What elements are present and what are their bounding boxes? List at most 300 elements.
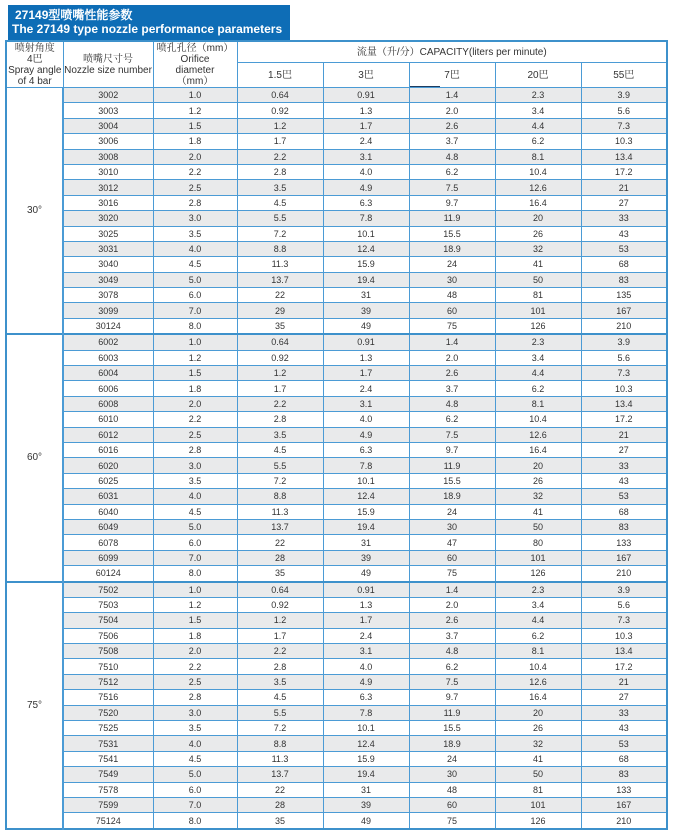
capacity-cell: 20 bbox=[495, 458, 581, 473]
nozzle-size-cell: 7510 bbox=[63, 659, 153, 674]
capacity-cell: 126 bbox=[495, 566, 581, 582]
nozzle-size-cell: 7541 bbox=[63, 751, 153, 766]
capacity-cell: 7.5 bbox=[409, 674, 495, 689]
capacity-cell: 7.3 bbox=[581, 118, 667, 133]
capacity-cell: 5.6 bbox=[581, 597, 667, 612]
capacity-cell: 10.1 bbox=[323, 226, 409, 241]
capacity-cell: 5.6 bbox=[581, 103, 667, 118]
capacity-cell: 3.4 bbox=[495, 103, 581, 118]
nozzle-size-cell: 3003 bbox=[63, 103, 153, 118]
capacity-cell: 32 bbox=[495, 736, 581, 751]
capacity-cell: 2.3 bbox=[495, 582, 581, 598]
capacity-cell: 4.4 bbox=[495, 366, 581, 381]
table-row bbox=[6, 767, 667, 782]
capacity-cell: 50 bbox=[495, 272, 581, 287]
orifice-diameter-cell: 4.0 bbox=[153, 241, 237, 256]
title-chinese: 27149型喷嘴性能参数 bbox=[15, 8, 133, 22]
capacity-cell: 2.6 bbox=[409, 613, 495, 628]
capacity-cell: 6.2 bbox=[495, 628, 581, 643]
capacity-cell: 2.0 bbox=[409, 597, 495, 612]
capacity-cell: 19.4 bbox=[323, 272, 409, 287]
capacity-cell: 60 bbox=[409, 550, 495, 565]
capacity-cell: 1.2 bbox=[237, 613, 323, 628]
capacity-cell: 6.2 bbox=[409, 164, 495, 179]
capacity-cell: 135 bbox=[581, 288, 667, 303]
nozzle-size-cell: 3025 bbox=[63, 226, 153, 241]
capacity-cell: 0.92 bbox=[237, 350, 323, 365]
table-row bbox=[6, 597, 667, 612]
capacity-cell: 83 bbox=[581, 272, 667, 287]
capacity-cell: 9.7 bbox=[409, 195, 495, 210]
capacity-cell: 26 bbox=[495, 226, 581, 241]
table-row bbox=[6, 381, 667, 396]
table-row bbox=[6, 458, 667, 473]
capacity-cell: 31 bbox=[323, 288, 409, 303]
capacity-cell: 210 bbox=[581, 318, 667, 334]
capacity-cell: 3.4 bbox=[495, 597, 581, 612]
capacity-cell: 0.64 bbox=[237, 582, 323, 598]
nozzle-size-cell: 3031 bbox=[63, 241, 153, 256]
orifice-diameter-cell: 2.0 bbox=[153, 396, 237, 411]
nozzle-size-cell: 7506 bbox=[63, 628, 153, 643]
nozzle-size-cell: 6006 bbox=[63, 381, 153, 396]
capacity-cell: 9.7 bbox=[409, 690, 495, 705]
table-row bbox=[6, 180, 667, 195]
table-row bbox=[6, 797, 667, 812]
capacity-cell: 22 bbox=[237, 288, 323, 303]
capacity-cell: 6.3 bbox=[323, 195, 409, 210]
capacity-cell: 5.5 bbox=[237, 211, 323, 226]
nozzle-size-cell: 3004 bbox=[63, 118, 153, 133]
nozzle-size-cell: 3008 bbox=[63, 149, 153, 164]
table-row bbox=[6, 535, 667, 550]
capacity-cell: 3.9 bbox=[581, 88, 667, 103]
nozzle-size-cell: 6003 bbox=[63, 350, 153, 365]
capacity-cell: 12.6 bbox=[495, 180, 581, 195]
capacity-cell: 60 bbox=[409, 303, 495, 318]
nozzle-size-cell: 7531 bbox=[63, 736, 153, 751]
header-pressure-1-5bar: 1.5巴 bbox=[237, 63, 323, 88]
orifice-diameter-cell: 6.0 bbox=[153, 782, 237, 797]
capacity-cell: 49 bbox=[323, 566, 409, 582]
capacity-cell: 21 bbox=[581, 674, 667, 689]
capacity-cell: 2.2 bbox=[237, 644, 323, 659]
capacity-cell: 48 bbox=[409, 288, 495, 303]
capacity-cell: 11.3 bbox=[237, 257, 323, 272]
capacity-cell: 53 bbox=[581, 241, 667, 256]
capacity-cell: 0.92 bbox=[237, 103, 323, 118]
capacity-cell: 43 bbox=[581, 226, 667, 241]
capacity-cell: 0.91 bbox=[323, 334, 409, 350]
capacity-cell: 0.91 bbox=[323, 582, 409, 598]
nozzle-size-cell: 3020 bbox=[63, 211, 153, 226]
capacity-cell: 5.5 bbox=[237, 705, 323, 720]
capacity-cell: 2.2 bbox=[237, 149, 323, 164]
capacity-cell: 19.4 bbox=[323, 767, 409, 782]
table-row bbox=[6, 303, 667, 318]
table-row bbox=[6, 504, 667, 519]
capacity-cell: 4.5 bbox=[237, 442, 323, 457]
capacity-cell: 7.5 bbox=[409, 427, 495, 442]
capacity-cell: 2.6 bbox=[409, 118, 495, 133]
orifice-diameter-cell: 3.0 bbox=[153, 458, 237, 473]
nozzle-size-cell: 6010 bbox=[63, 412, 153, 427]
capacity-cell: 8.1 bbox=[495, 149, 581, 164]
capacity-cell: 133 bbox=[581, 535, 667, 550]
capacity-cell: 16.4 bbox=[495, 690, 581, 705]
table-row bbox=[6, 782, 667, 797]
capacity-cell: 4.4 bbox=[495, 613, 581, 628]
table-row bbox=[6, 519, 667, 534]
capacity-cell: 41 bbox=[495, 504, 581, 519]
nozzle-size-cell: 6049 bbox=[63, 519, 153, 534]
capacity-cell: 2.4 bbox=[323, 628, 409, 643]
table-row bbox=[6, 164, 667, 179]
table-row bbox=[6, 334, 667, 350]
capacity-cell: 2.8 bbox=[237, 412, 323, 427]
capacity-cell: 81 bbox=[495, 288, 581, 303]
capacity-cell: 39 bbox=[323, 797, 409, 812]
table-row bbox=[6, 88, 667, 103]
capacity-cell: 22 bbox=[237, 782, 323, 797]
capacity-cell: 7.5 bbox=[409, 180, 495, 195]
capacity-cell: 6.2 bbox=[495, 134, 581, 149]
header-pressure-20bar: 20巴 bbox=[495, 63, 581, 88]
header-nozzle-size: 喷嘴尺寸号 Nozzle size number bbox=[63, 41, 153, 88]
orifice-diameter-cell: 1.2 bbox=[153, 103, 237, 118]
header-capacity: 流量（升/分）CAPACITY(liters per minute) bbox=[237, 41, 667, 63]
capacity-cell: 3.7 bbox=[409, 381, 495, 396]
capacity-cell: 2.0 bbox=[409, 103, 495, 118]
capacity-cell: 12.4 bbox=[323, 241, 409, 256]
header-orifice-diameter: 喷孔孔径（mm） Orifice diameter （mm） bbox=[153, 41, 237, 88]
spray-angle-cell: 30° bbox=[6, 88, 63, 335]
capacity-cell: 20 bbox=[495, 211, 581, 226]
capacity-cell: 68 bbox=[581, 504, 667, 519]
orifice-diameter-cell: 1.0 bbox=[153, 334, 237, 350]
table-row bbox=[6, 195, 667, 210]
nozzle-size-cell: 6012 bbox=[63, 427, 153, 442]
table-row bbox=[6, 226, 667, 241]
capacity-cell: 15.5 bbox=[409, 473, 495, 488]
capacity-cell: 12.6 bbox=[495, 427, 581, 442]
capacity-cell: 33 bbox=[581, 705, 667, 720]
capacity-cell: 4.9 bbox=[323, 427, 409, 442]
capacity-cell: 24 bbox=[409, 257, 495, 272]
capacity-cell: 83 bbox=[581, 767, 667, 782]
nozzle-size-cell: 7503 bbox=[63, 597, 153, 612]
capacity-cell: 210 bbox=[581, 813, 667, 829]
capacity-cell: 3.1 bbox=[323, 644, 409, 659]
orifice-diameter-cell: 2.5 bbox=[153, 427, 237, 442]
header-spray-angle: 喷射角度 4巴 Spray angle of 4 bar bbox=[6, 41, 63, 88]
capacity-cell: 68 bbox=[581, 751, 667, 766]
orifice-diameter-cell: 4.5 bbox=[153, 504, 237, 519]
capacity-cell: 10.4 bbox=[495, 659, 581, 674]
table-row bbox=[6, 288, 667, 303]
header-pressure-7bar: 7巴 bbox=[409, 63, 495, 88]
capacity-cell: 17.2 bbox=[581, 659, 667, 674]
nozzle-size-cell: 3016 bbox=[63, 195, 153, 210]
capacity-cell: 80 bbox=[495, 535, 581, 550]
capacity-cell: 2.4 bbox=[323, 381, 409, 396]
nozzle-size-cell: 6004 bbox=[63, 366, 153, 381]
table-row bbox=[6, 211, 667, 226]
title-english: The 27149 type nozzle performance parameters bbox=[12, 22, 283, 36]
capacity-cell: 3.7 bbox=[409, 134, 495, 149]
capacity-cell: 3.1 bbox=[323, 396, 409, 411]
capacity-cell: 4.8 bbox=[409, 396, 495, 411]
table-row bbox=[6, 721, 667, 736]
orifice-diameter-cell: 3.5 bbox=[153, 721, 237, 736]
capacity-cell: 21 bbox=[581, 427, 667, 442]
nozzle-performance-table bbox=[5, 40, 668, 830]
table-row bbox=[6, 396, 667, 411]
capacity-cell: 6.3 bbox=[323, 690, 409, 705]
capacity-cell: 35 bbox=[237, 813, 323, 829]
table-row bbox=[6, 674, 667, 689]
capacity-cell: 2.2 bbox=[237, 396, 323, 411]
capacity-cell: 26 bbox=[495, 473, 581, 488]
capacity-cell: 31 bbox=[323, 535, 409, 550]
capacity-cell: 2.6 bbox=[409, 366, 495, 381]
capacity-cell: 28 bbox=[237, 550, 323, 565]
capacity-cell: 15.5 bbox=[409, 721, 495, 736]
capacity-cell: 6.2 bbox=[409, 412, 495, 427]
orifice-diameter-cell: 1.5 bbox=[153, 366, 237, 381]
capacity-cell: 18.9 bbox=[409, 241, 495, 256]
capacity-cell: 0.92 bbox=[237, 597, 323, 612]
orifice-diameter-cell: 2.0 bbox=[153, 644, 237, 659]
capacity-cell: 2.0 bbox=[409, 350, 495, 365]
capacity-cell: 133 bbox=[581, 782, 667, 797]
capacity-cell: 8.8 bbox=[237, 736, 323, 751]
capacity-cell: 7.3 bbox=[581, 366, 667, 381]
table-row bbox=[6, 690, 667, 705]
orifice-diameter-cell: 4.0 bbox=[153, 736, 237, 751]
nozzle-size-cell: 3012 bbox=[63, 180, 153, 195]
nozzle-size-cell: 3099 bbox=[63, 303, 153, 318]
capacity-cell: 30 bbox=[409, 519, 495, 534]
capacity-cell: 15.9 bbox=[323, 751, 409, 766]
capacity-cell: 1.7 bbox=[323, 613, 409, 628]
capacity-cell: 13.7 bbox=[237, 519, 323, 534]
capacity-cell: 4.8 bbox=[409, 644, 495, 659]
capacity-cell: 12.4 bbox=[323, 489, 409, 504]
orifice-diameter-cell: 1.5 bbox=[153, 118, 237, 133]
orifice-diameter-cell: 2.2 bbox=[153, 659, 237, 674]
capacity-cell: 4.5 bbox=[237, 195, 323, 210]
dark-underline-artifact bbox=[410, 86, 440, 88]
table-row bbox=[6, 628, 667, 643]
header-pressure-3bar: 3巴 bbox=[323, 63, 409, 88]
capacity-cell: 1.4 bbox=[409, 88, 495, 103]
nozzle-size-cell: 6025 bbox=[63, 473, 153, 488]
orifice-diameter-cell: 2.0 bbox=[153, 149, 237, 164]
capacity-cell: 1.7 bbox=[237, 134, 323, 149]
header-row-1 bbox=[6, 41, 667, 63]
table-row bbox=[6, 813, 667, 829]
nozzle-size-cell: 3040 bbox=[63, 257, 153, 272]
capacity-cell: 2.3 bbox=[495, 334, 581, 350]
nozzle-size-cell: 30124 bbox=[63, 318, 153, 334]
nozzle-size-cell: 3002 bbox=[63, 88, 153, 103]
nozzle-size-cell: 6078 bbox=[63, 535, 153, 550]
capacity-cell: 24 bbox=[409, 751, 495, 766]
orifice-diameter-cell: 2.2 bbox=[153, 412, 237, 427]
capacity-cell: 8.8 bbox=[237, 489, 323, 504]
capacity-cell: 1.3 bbox=[323, 597, 409, 612]
capacity-cell: 18.9 bbox=[409, 489, 495, 504]
capacity-cell: 10.3 bbox=[581, 381, 667, 396]
capacity-cell: 50 bbox=[495, 767, 581, 782]
capacity-cell: 3.5 bbox=[237, 180, 323, 195]
capacity-cell: 81 bbox=[495, 782, 581, 797]
orifice-diameter-cell: 3.5 bbox=[153, 473, 237, 488]
table-row bbox=[6, 751, 667, 766]
nozzle-size-cell: 7508 bbox=[63, 644, 153, 659]
capacity-cell: 13.4 bbox=[581, 396, 667, 411]
title-banner bbox=[8, 5, 290, 40]
capacity-cell: 53 bbox=[581, 489, 667, 504]
capacity-cell: 0.64 bbox=[237, 88, 323, 103]
orifice-diameter-cell: 5.0 bbox=[153, 272, 237, 287]
capacity-cell: 2.8 bbox=[237, 659, 323, 674]
capacity-cell: 15.5 bbox=[409, 226, 495, 241]
capacity-cell: 1.3 bbox=[323, 103, 409, 118]
capacity-cell: 41 bbox=[495, 751, 581, 766]
capacity-cell: 13.7 bbox=[237, 272, 323, 287]
capacity-cell: 7.8 bbox=[323, 211, 409, 226]
capacity-cell: 10.4 bbox=[495, 164, 581, 179]
capacity-cell: 50 bbox=[495, 519, 581, 534]
table-row bbox=[6, 118, 667, 133]
capacity-cell: 32 bbox=[495, 489, 581, 504]
table-row bbox=[6, 550, 667, 565]
nozzle-size-cell: 7520 bbox=[63, 705, 153, 720]
table-row bbox=[6, 272, 667, 287]
capacity-cell: 4.8 bbox=[409, 149, 495, 164]
orifice-diameter-cell: 2.8 bbox=[153, 442, 237, 457]
capacity-cell: 3.9 bbox=[581, 582, 667, 598]
capacity-cell: 4.0 bbox=[323, 659, 409, 674]
orifice-diameter-cell: 3.5 bbox=[153, 226, 237, 241]
capacity-cell: 49 bbox=[323, 318, 409, 334]
capacity-cell: 7.8 bbox=[323, 705, 409, 720]
table-row bbox=[6, 644, 667, 659]
capacity-cell: 101 bbox=[495, 797, 581, 812]
capacity-cell: 7.3 bbox=[581, 613, 667, 628]
capacity-cell: 47 bbox=[409, 535, 495, 550]
capacity-cell: 26 bbox=[495, 721, 581, 736]
capacity-cell: 17.2 bbox=[581, 164, 667, 179]
capacity-cell: 210 bbox=[581, 566, 667, 582]
orifice-diameter-cell: 8.0 bbox=[153, 566, 237, 582]
nozzle-size-cell: 6008 bbox=[63, 396, 153, 411]
nozzle-size-cell: 7549 bbox=[63, 767, 153, 782]
nozzle-size-cell: 6099 bbox=[63, 550, 153, 565]
capacity-cell: 1.3 bbox=[323, 350, 409, 365]
capacity-cell: 13.7 bbox=[237, 767, 323, 782]
capacity-cell: 13.4 bbox=[581, 149, 667, 164]
capacity-cell: 11.9 bbox=[409, 458, 495, 473]
nozzle-size-cell: 75124 bbox=[63, 813, 153, 829]
capacity-cell: 27 bbox=[581, 442, 667, 457]
table-row bbox=[6, 366, 667, 381]
capacity-cell: 167 bbox=[581, 303, 667, 318]
capacity-cell: 1.4 bbox=[409, 334, 495, 350]
capacity-cell: 27 bbox=[581, 195, 667, 210]
capacity-cell: 17.2 bbox=[581, 412, 667, 427]
capacity-cell: 39 bbox=[323, 303, 409, 318]
capacity-cell: 35 bbox=[237, 566, 323, 582]
capacity-cell: 4.9 bbox=[323, 180, 409, 195]
orifice-diameter-cell: 2.8 bbox=[153, 690, 237, 705]
orifice-diameter-cell: 1.8 bbox=[153, 381, 237, 396]
spray-angle-cell: 75° bbox=[6, 582, 63, 829]
capacity-cell: 15.9 bbox=[323, 504, 409, 519]
capacity-cell: 6.2 bbox=[409, 659, 495, 674]
nozzle-size-cell: 6016 bbox=[63, 442, 153, 457]
capacity-cell: 8.1 bbox=[495, 396, 581, 411]
nozzle-size-cell: 7502 bbox=[63, 582, 153, 598]
nozzle-size-cell: 6031 bbox=[63, 489, 153, 504]
capacity-cell: 3.9 bbox=[581, 334, 667, 350]
capacity-cell: 12.6 bbox=[495, 674, 581, 689]
angle-group-1 bbox=[6, 88, 667, 335]
table-row bbox=[6, 473, 667, 488]
orifice-diameter-cell: 6.0 bbox=[153, 288, 237, 303]
capacity-cell: 1.7 bbox=[237, 628, 323, 643]
capacity-cell: 30 bbox=[409, 272, 495, 287]
nozzle-size-cell: 3006 bbox=[63, 134, 153, 149]
table-row bbox=[6, 103, 667, 118]
orifice-diameter-cell: 5.0 bbox=[153, 519, 237, 534]
capacity-cell: 33 bbox=[581, 458, 667, 473]
table-row bbox=[6, 241, 667, 256]
capacity-cell: 11.9 bbox=[409, 705, 495, 720]
capacity-cell: 1.2 bbox=[237, 366, 323, 381]
capacity-cell: 10.3 bbox=[581, 134, 667, 149]
orifice-diameter-cell: 4.0 bbox=[153, 489, 237, 504]
nozzle-size-cell: 6002 bbox=[63, 334, 153, 350]
capacity-cell: 10.1 bbox=[323, 721, 409, 736]
capacity-cell: 11.3 bbox=[237, 504, 323, 519]
orifice-diameter-cell: 1.5 bbox=[153, 613, 237, 628]
orifice-diameter-cell: 3.0 bbox=[153, 211, 237, 226]
orifice-diameter-cell: 8.0 bbox=[153, 813, 237, 829]
capacity-cell: 4.0 bbox=[323, 412, 409, 427]
table-row bbox=[6, 705, 667, 720]
capacity-cell: 21 bbox=[581, 180, 667, 195]
capacity-cell: 48 bbox=[409, 782, 495, 797]
orifice-diameter-cell: 7.0 bbox=[153, 303, 237, 318]
capacity-cell: 7.8 bbox=[323, 458, 409, 473]
orifice-diameter-cell: 2.5 bbox=[153, 180, 237, 195]
capacity-cell: 7.2 bbox=[237, 226, 323, 241]
spray-angle-cell: 60° bbox=[6, 334, 63, 581]
capacity-cell: 31 bbox=[323, 782, 409, 797]
capacity-cell: 3.7 bbox=[409, 628, 495, 643]
nozzle-size-cell: 3049 bbox=[63, 272, 153, 287]
capacity-cell: 24 bbox=[409, 504, 495, 519]
orifice-diameter-cell: 6.0 bbox=[153, 535, 237, 550]
orifice-diameter-cell: 3.0 bbox=[153, 705, 237, 720]
orifice-diameter-cell: 7.0 bbox=[153, 550, 237, 565]
table-row bbox=[6, 489, 667, 504]
capacity-cell: 30 bbox=[409, 767, 495, 782]
capacity-cell: 13.4 bbox=[581, 644, 667, 659]
